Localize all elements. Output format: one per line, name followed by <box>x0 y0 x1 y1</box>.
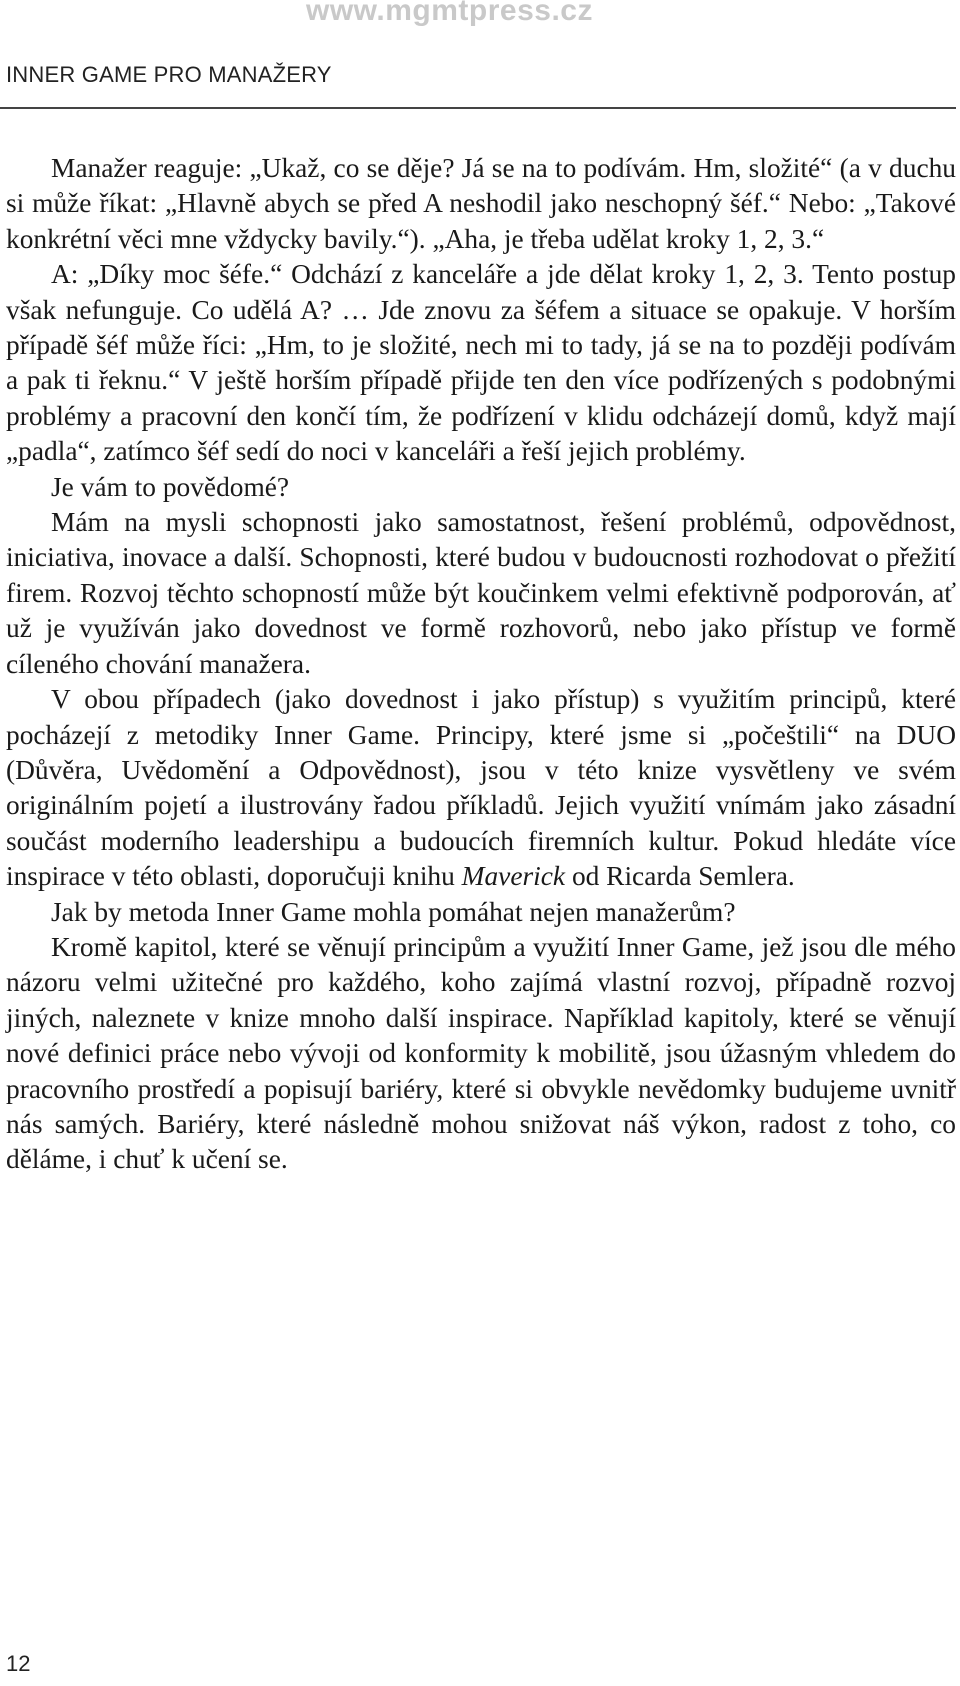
book-title-italic: Maverick <box>461 861 566 892</box>
paragraph-6: Jak by metoda Inner Game mohla pomáhat nejen manažerům? <box>51 896 736 927</box>
running-head: INNER GAME PRO MANAŽERY <box>6 62 332 87</box>
paragraph-5-text: V obou případech (jako dovednost i jako přístup) s využitím principů, které pocházejí z metodiky Inner Game. Principy, které jsme si „počeštili“ na DUO (Důvěra, Uvědomění a Odpovědnost), jsou v této knize vysvětleny ve svém originálním pojetí a ilustrovány řadou příkladů. Jejich využití vnímám jako zásadní součást moderního leadershipu a budoucích firemních kultur. Pokud hledáte více inspirace v této oblasti, doporučuji knihu <box>6 684 956 892</box>
paragraph-5-text-end: od Ricarda Semlera. <box>565 861 795 892</box>
paragraph-4: Mám na mysli schopnosti jako samostatnost, řešení problémů, odpovědnost, iniciativa, inovace a další. Schopnosti, které budou v budoucnosti rozhodovat o přežití firem. Rozvoj těchto schopností může být koučinkem velmi efektivně podporován, ať už je využíván jako dovednost ve formě rozhovorů, nebo jako přístup ve formě cíleného chování manažera. <box>6 507 956 679</box>
paragraph-3: Je vám to povědomé? <box>51 471 290 502</box>
page-number: 12 <box>6 1651 31 1676</box>
body-text <box>6 151 956 1178</box>
paragraph-2: A: „Díky moc šéfe.“ Odchází z kanceláře a jde dělat kroky 1, 2, 3. Tento postup však nefunguje. Co udělá A? … Jde znovu za šéfem a situace se opakuje. V horším případě šéf může říci: „Hm, to je složité, nech mi to tady, já se na to později podívám a pak ti řeknu.“ V ještě horším případě přijde ten den více podřízených s podobnými problémy a pracovní den končí tím, že podřízení v klidu odcházejí domů, když mají „padla“, zatímco šéf sedí do noci v kanceláři a řeší jejich problémy. <box>6 259 956 467</box>
paragraph-5 <box>6 682 956 894</box>
header-rule <box>0 107 956 109</box>
paragraph-1: Manažer reaguje: „Ukaž, co se děje? Já se na to podívám. Hm, složité“ (a v duchu si může říkat: „Hlavně abych se před A neshodil jako neschopný šéf.“ Nebo: „Takové konkrétní věci mne vždycky bavily.“). „Aha, je třeba udělat kroky 1, 2, 3.“ <box>6 153 956 254</box>
paragraph-7: Kromě kapitol, které se věnují principům a využití Inner Game, jež jsou dle mého názoru velmi užitečné pro každého, koho zajímá vlastní rozvoj, případně rozvoj jiných, naleznete v knize mnoho další inspirace. Například kapitoly, které se věnují nové definici práce nebo vývoji od konformity k mobilitě, jsou úžasným vhledem do pracovního prostředí a popisují bariéry, které si obvykle nevědomky budujeme uvnitř nás samých. Bariéry, které následně mohou snižovat náš výkon, radost z toho, co děláme, i chuť k učení se. <box>6 931 956 1175</box>
watermark-url: www.mgmtpress.cz <box>306 0 593 27</box>
